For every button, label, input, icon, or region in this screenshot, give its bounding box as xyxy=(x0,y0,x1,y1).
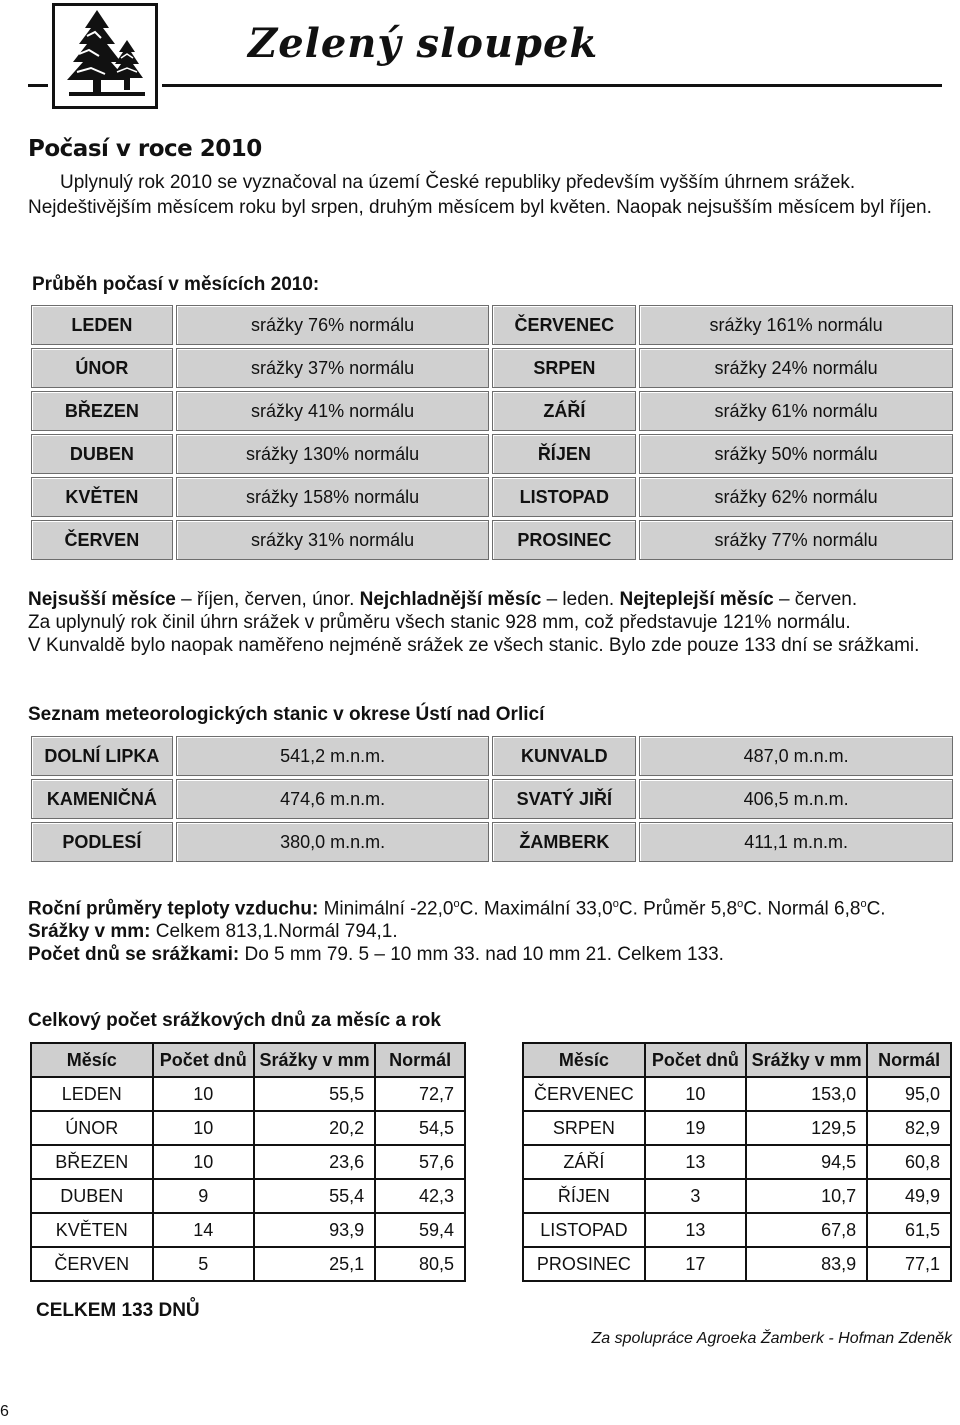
days-label: Počet dnů se srážkami: xyxy=(28,944,240,966)
month-cell: ČERVENEC xyxy=(523,1077,645,1111)
col-normal: Normál xyxy=(375,1043,465,1077)
normal-cell: 42,3 xyxy=(375,1179,465,1213)
table-row xyxy=(31,1179,465,1213)
month-cell: ČERVEN xyxy=(31,1247,153,1281)
col-precip: Srážky v mm xyxy=(746,1043,867,1077)
coldest-label: Nejchladnější měsíc xyxy=(359,589,542,610)
table-row xyxy=(31,1213,465,1247)
row-key: KUNVALD xyxy=(492,736,636,776)
days-cell: 17 xyxy=(645,1247,746,1281)
days-cell: 14 xyxy=(153,1213,254,1247)
month-cell: SRPEN xyxy=(523,1111,645,1145)
temp-avg: C. Průměr 5,8 xyxy=(618,898,738,920)
precip-cell: 20,2 xyxy=(254,1111,375,1145)
temp-end: C. xyxy=(866,898,886,920)
row-value: srážky 62% normálu xyxy=(639,477,953,517)
row-key: DUBEN xyxy=(31,434,173,474)
degree-sign: o xyxy=(860,898,867,910)
monthly-row xyxy=(31,348,953,388)
normal-cell: 95,0 xyxy=(867,1077,951,1111)
days-cell: 5 xyxy=(153,1247,254,1281)
days-value: Do 5 mm 79. 5 – 10 mm 33. nad 10 mm 21. Celkem 133. xyxy=(239,944,724,966)
month-cell: DUBEN xyxy=(31,1179,153,1213)
table-row xyxy=(31,1111,465,1145)
row-value: srážky 76% normálu xyxy=(176,305,490,345)
days-cell: 13 xyxy=(645,1145,746,1179)
row-value: 541,2 m.n.m. xyxy=(176,736,490,776)
header-rule xyxy=(28,84,942,87)
precip-cell: 83,9 xyxy=(746,1247,867,1281)
col-normal: Normál xyxy=(867,1043,951,1077)
row-key: ČERVENEC xyxy=(492,305,636,345)
row-key: ČERVEN xyxy=(31,520,173,560)
station-row xyxy=(31,779,953,819)
monthly-row xyxy=(31,434,953,474)
days-cell: 13 xyxy=(645,1213,746,1247)
temp-max: C. Maximální 33,0 xyxy=(459,898,613,920)
precip-cell: 25,1 xyxy=(254,1247,375,1281)
table-row xyxy=(523,1145,951,1179)
summary-line-2: Za uplynulý rok činil úhrn srážek v průměru všech stanic 928 mm, což představuje 121% normálu. xyxy=(28,612,851,633)
row-value: srážky 24% normálu xyxy=(639,348,953,388)
degree-sign: o xyxy=(737,898,744,910)
tree-logo xyxy=(52,3,158,109)
annual-stats xyxy=(28,893,958,966)
precip-cell: 55,5 xyxy=(254,1077,375,1111)
row-key: PODLESÍ xyxy=(31,822,173,862)
row-value: 380,0 m.n.m. xyxy=(176,822,490,862)
month-cell: ŘÍJEN xyxy=(523,1179,645,1213)
row-key: ÚNOR xyxy=(31,348,173,388)
month-cell: LEDEN xyxy=(31,1077,153,1111)
month-cell: KVĚTEN xyxy=(31,1213,153,1247)
col-days: Počet dnů xyxy=(153,1043,254,1077)
row-value: srážky 41% normálu xyxy=(176,391,490,431)
row-key: DOLNÍ LIPKA xyxy=(31,736,173,776)
precip-cell: 67,8 xyxy=(746,1213,867,1247)
month-cell: BŘEZEN xyxy=(31,1145,153,1179)
table-row xyxy=(523,1179,951,1213)
precip-cell: 55,4 xyxy=(254,1179,375,1213)
intro-paragraph: Uplynulý rok 2010 se vyznačoval na území České republiky především vyšším úhrnem srážek. Nejdeštivějším měsícem roku byl srpen, druhým měsícem byl květen. Naopak nejsušším měsícem byl říjen. xyxy=(28,172,932,218)
row-value: 474,6 m.n.m. xyxy=(176,779,490,819)
row-value: srážky 37% normálu xyxy=(176,348,490,388)
precip-label: Srážky v mm: xyxy=(28,921,151,943)
row-value: srážky 50% normálu xyxy=(639,434,953,474)
summary-text xyxy=(28,588,958,657)
row-value: 487,0 m.n.m. xyxy=(639,736,953,776)
row-value: 411,1 m.n.m. xyxy=(639,822,953,862)
table-row xyxy=(523,1213,951,1247)
normal-cell: 80,5 xyxy=(375,1247,465,1281)
table-row xyxy=(31,1247,465,1281)
days-cell: 19 xyxy=(645,1111,746,1145)
row-key: ŽAMBERK xyxy=(492,822,636,862)
monthly-row xyxy=(31,391,953,431)
normal-cell: 61,5 xyxy=(867,1213,951,1247)
table-row xyxy=(523,1111,951,1145)
row-key: ZÁŘÍ xyxy=(492,391,636,431)
row-key: SVATÝ JIŘÍ xyxy=(492,779,636,819)
monthly-heading: Průběh počasí v měsících 2010: xyxy=(32,274,320,295)
days-cell: 10 xyxy=(645,1077,746,1111)
month-cell: ZÁŘÍ xyxy=(523,1145,645,1179)
counts-table-right xyxy=(522,1042,952,1282)
row-value: srážky 31% normálu xyxy=(176,520,490,560)
credit-line: Za spolupráce Agroeka Žamberk - Hofman Zdeněk xyxy=(591,1330,952,1347)
col-month: Měsíc xyxy=(523,1043,645,1077)
row-key: KVĚTEN xyxy=(31,477,173,517)
precip-cell: 93,9 xyxy=(254,1213,375,1247)
row-value: srážky 77% normálu xyxy=(639,520,953,560)
row-key: LEDEN xyxy=(31,305,173,345)
normal-cell: 82,9 xyxy=(867,1111,951,1145)
monthly-row xyxy=(31,305,953,345)
driest-label: Nejsušší měsíce xyxy=(28,589,176,610)
monthly-precip-table xyxy=(28,302,956,563)
temp-norm: C. Normál 6,8 xyxy=(743,898,861,920)
monthly-row xyxy=(31,520,953,560)
coldest-value: – leden. xyxy=(541,589,620,610)
temp-min: Minimální -22,0 xyxy=(318,898,454,920)
normal-cell: 60,8 xyxy=(867,1145,951,1179)
row-key: ŘÍJEN xyxy=(492,434,636,474)
column-title: Zelený sloupek xyxy=(248,20,599,67)
counts-heading: Celkový počet srážkových dnů za měsíc a rok xyxy=(28,1010,441,1031)
stations-table xyxy=(28,733,956,865)
pine-trees-icon xyxy=(55,6,155,106)
summary-line-3: V Kunvaldě bylo naopak naměřeno nejméně srážek ze všech stanic. Bylo zde pouze 133 dní se srážkami. xyxy=(28,635,920,656)
normal-cell: 77,1 xyxy=(867,1247,951,1281)
warmest-value: – červen. xyxy=(773,589,858,610)
month-cell: LISTOPAD xyxy=(523,1213,645,1247)
precip-cell: 23,6 xyxy=(254,1145,375,1179)
total-days: CELKEM 133 DNŮ xyxy=(36,1300,200,1321)
normal-cell: 54,5 xyxy=(375,1111,465,1145)
days-cell: 10 xyxy=(153,1111,254,1145)
warmest-label: Nejteplejší měsíc xyxy=(619,589,774,610)
counts-table-left xyxy=(30,1042,466,1282)
station-row xyxy=(31,736,953,776)
days-cell: 10 xyxy=(153,1077,254,1111)
monthly-row xyxy=(31,477,953,517)
page-number: 6 xyxy=(0,1403,9,1420)
station-row xyxy=(31,822,953,862)
row-key: KAMENIČNÁ xyxy=(31,779,173,819)
page-title: Počasí v roce 2010 xyxy=(28,136,262,162)
month-cell: ÚNOR xyxy=(31,1111,153,1145)
row-key: PROSINEC xyxy=(492,520,636,560)
precip-cell: 10,7 xyxy=(746,1179,867,1213)
row-value: srážky 161% normálu xyxy=(639,305,953,345)
driest-value: – říjen, červen, únor. xyxy=(175,589,360,610)
table-row xyxy=(31,1145,465,1179)
row-key: SRPEN xyxy=(492,348,636,388)
degree-sign: o xyxy=(453,898,460,910)
precip-cell: 153,0 xyxy=(746,1077,867,1111)
normal-cell: 49,9 xyxy=(867,1179,951,1213)
col-days: Počet dnů xyxy=(645,1043,746,1077)
row-key: LISTOPAD xyxy=(492,477,636,517)
days-cell: 9 xyxy=(153,1179,254,1213)
table-row xyxy=(523,1247,951,1281)
precip-cell: 129,5 xyxy=(746,1111,867,1145)
stations-heading: Seznam meteorologických stanic v okrese Ústí nad Orlicí xyxy=(28,704,545,725)
degree-sign: o xyxy=(612,898,619,910)
normal-cell: 57,6 xyxy=(375,1145,465,1179)
table-row xyxy=(31,1077,465,1111)
row-value: 406,5 m.n.m. xyxy=(639,779,953,819)
row-value: srážky 130% normálu xyxy=(176,434,490,474)
col-precip: Srážky v mm xyxy=(254,1043,375,1077)
normal-cell: 59,4 xyxy=(375,1213,465,1247)
col-month: Měsíc xyxy=(31,1043,153,1077)
days-cell: 10 xyxy=(153,1145,254,1179)
row-key: BŘEZEN xyxy=(31,391,173,431)
row-value: srážky 61% normálu xyxy=(639,391,953,431)
month-cell: PROSINEC xyxy=(523,1247,645,1281)
days-cell: 3 xyxy=(645,1179,746,1213)
precip-cell: 94,5 xyxy=(746,1145,867,1179)
temp-label: Roční průměry teploty vzduchu: xyxy=(28,898,319,920)
precip-value: Celkem 813,1.Normál 794,1. xyxy=(150,921,398,943)
normal-cell: 72,7 xyxy=(375,1077,465,1111)
row-value: srážky 158% normálu xyxy=(176,477,490,517)
table-row xyxy=(523,1077,951,1111)
